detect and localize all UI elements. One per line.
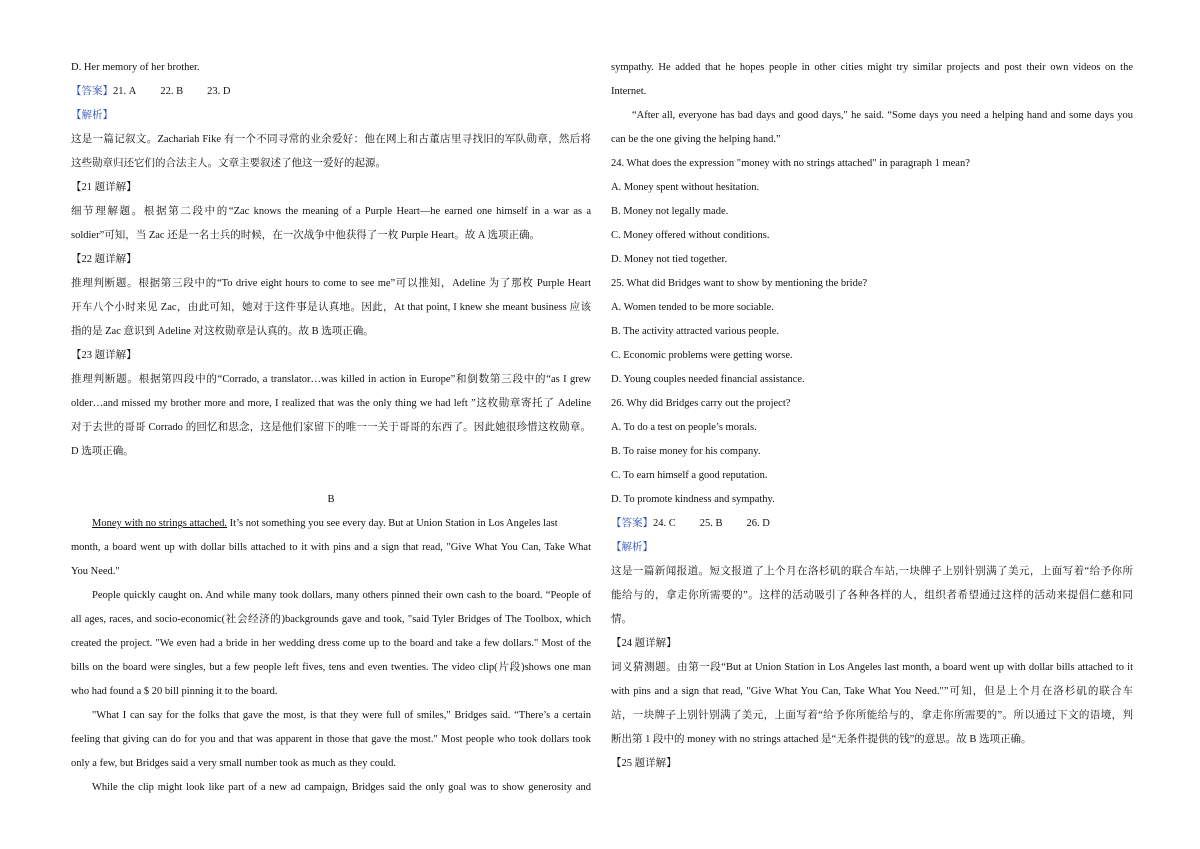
summary-line: 这是一篇新闻报道。短文报道了上个月在洛杉矶的联合车站,一块牌子上别针别满了美元，上面写着“给予你所 — [611, 566, 1133, 577]
answer-item: 21. A — [113, 86, 137, 97]
passage-line: sympathy. He added that he hopes people in other cities might try similar projects and post their own videos on the — [611, 62, 1133, 73]
option-text: D. Her memory of her brother. — [71, 62, 200, 73]
option-text: A. Money spent without hesitation. — [611, 182, 760, 193]
section-heading: 【23 题详解】 — [71, 350, 137, 361]
section-label: B — [327, 494, 335, 505]
option-text: C. Economic problems were getting worse. — [611, 350, 793, 361]
underlined-phrase: Money with no strings attached. — [92, 518, 228, 529]
answer-item: 23. D — [207, 86, 231, 97]
answer-item: 24. C — [653, 518, 676, 529]
option-text: C. Money offered without conditions. — [611, 230, 770, 241]
answer-tag: 【答案】 — [71, 86, 113, 97]
answer-item: 26. D — [746, 518, 770, 529]
passage-text: It’s not something you see every day. But at Union Station in Los Angeles last — [227, 518, 558, 529]
passage-line: created the project. "We even had a bride in her wedding dress come up to the board and take a few dollars." Most of the — [71, 638, 591, 649]
option-text: A. Women tended to be more sociable. — [611, 302, 774, 313]
answer-item: 25. B — [699, 518, 723, 529]
passage-line: only a few, but Bridges said a very small number took as much as they could. — [71, 758, 397, 769]
passage-line: feeling that giving can do for you and that was apparent in those that gave the most." Most people who took dollars took — [71, 734, 591, 745]
explanation-line: 词义猜测题。由第一段“But at Union Station in Los Angeles last month, a board went up with dollar bills attached to it — [611, 662, 1133, 673]
passage-line: all ages, races, and socio-economic(社会经济的)backgrounds gave and took, "said Tyler Bridges of The Toolbox, which — [71, 614, 591, 625]
right-column — [611, 56, 1133, 776]
summary-line: 情。 — [611, 614, 632, 625]
section-heading: 【25 题详解】 — [611, 758, 677, 769]
option-text: B. To raise money for his company. — [611, 446, 761, 457]
summary-line: 能给与的，拿走你所需要的”。这样的活动吸引了各种各样的人，组织者希望通过这样的活动来提倡仁慈和同 — [611, 590, 1133, 601]
explanation-line: 细节理解题。根据第二段中的“Zac knows the meaning of a Purple Heart—he earned one himself in a war as a — [71, 206, 591, 217]
section-heading: 【21 题详解】 — [71, 182, 137, 193]
passage-line: You Need." — [71, 566, 120, 577]
left-column — [71, 56, 591, 800]
answer-line — [71, 80, 591, 104]
explanation-line: 指的是 Zac 意识到 Adeline 对这枚勋章是认真的。故 B 选项正确。 — [71, 326, 374, 337]
explanation-line: 对于去世的哥哥 Corrado 的回忆和思念，这是他们家留下的唯一一关于哥哥的东西了。因此她很珍惜这枚勋章。 — [71, 422, 591, 433]
option-text: D. Money not tied together. — [611, 254, 728, 265]
summary-line: 这些勋章归还它们的合法主人。文章主要叙述了他这一爱好的起源。 — [71, 158, 386, 169]
explanation-line: 断出第 1 段中的 money with no strings attached 是“无条件提供的钱”的意思。故 B 选项正确。 — [611, 734, 1032, 745]
question: 26. Why did Bridges carry out the project? — [611, 398, 791, 409]
option-text: D. To promote kindness and sympathy. — [611, 494, 775, 505]
option-text: B. The activity attracted various people. — [611, 326, 780, 337]
option-text: B. Money not legally made. — [611, 206, 729, 217]
explanation-line: older…and missed my brother more and more, I realized that was the only thing we had left ”这枚勋章寄托了 Adeline — [71, 398, 591, 409]
explanation-line: 推理判断题。根据第三段中的“To drive eight hours to come to see me”可以推知，Adeline 为了那枚 Purple Heart — [71, 278, 591, 289]
explanation-line: with pins and a sign that read, "Give What You Can, Take What You Need."”可知，但是上个月在洛杉矶的联合车 — [611, 686, 1133, 697]
passage-line: “After all, everyone has bad days and good days," he said. “Some days you need a helping hand and some days you — [632, 110, 1133, 121]
explanation-line: soldier”可知，当 Zac 还是一名士兵的时候，在一次战争中他获得了一枚 Purple Heart。故 A 选项正确。 — [71, 230, 540, 241]
passage-line: While the clip might look like part of a new ad campaign, Bridges said the only goal was to show generosity and — [92, 782, 591, 793]
option-text: C. To earn himself a good reputation. — [611, 470, 768, 481]
passage-line: People quickly caught on. And while many took dollars, many others pinned their own cash to the board. “People of — [92, 590, 591, 601]
explanation-line: 推理判断题。根据第四段中的“Corrado, a translator…was killed in action in Europe”和倒数第三段中的“as I grew — [71, 374, 591, 385]
passage-line: "What I can say for the folks that gave the most, is that they were full of smiles," Bridges said. “There’s a certain — [92, 710, 591, 721]
answer-line — [611, 512, 1133, 536]
passage-line: month, a board went up with dollar bills attached to it with pins and a sign that read, "Give What You Can, Take What — [71, 542, 591, 553]
option-text: D. Young couples needed financial assistance. — [611, 374, 805, 385]
explanation-line: 开车八个小时来见 Zac，由此可知，她对于这件事是认真地。因此，At that point, I knew she meant business 应该 — [71, 302, 591, 313]
analysis-tag: 【解析】 — [611, 542, 653, 553]
question: 24. What does the expression "money with no strings attached" in paragraph 1 mean? — [611, 158, 970, 169]
option-text: A. To do a test on people’s morals. — [611, 422, 757, 433]
passage-line: bills on the board were singles, but a few people left fives, tens and even twenties. The video clip(片段)shows one man — [71, 662, 591, 673]
section-heading: 【24 题详解】 — [611, 638, 677, 649]
answer-item: 22. B — [160, 86, 184, 97]
passage-line — [71, 512, 591, 536]
section-heading: 【22 题详解】 — [71, 254, 137, 265]
passage-line: can be the one giving the helping hand.” — [611, 134, 781, 145]
summary-line: 这是一篇记叙文。Zachariah Fike 有一个不同寻常的业余爱好：他在网上和古董店里寻找旧的军队勋章，然后将 — [71, 134, 591, 145]
question: 25. What did Bridges want to show by mentioning the bride? — [611, 278, 868, 289]
analysis-tag: 【解析】 — [71, 110, 113, 121]
passage-line: who had found a $ 20 bill pinning it to the board. — [71, 686, 278, 697]
answer-tag: 【答案】 — [611, 518, 653, 529]
passage-line: Internet. — [611, 86, 647, 97]
explanation-line: D 选项正确。 — [71, 446, 134, 457]
explanation-line: 站，一块牌子上别针别满了美元，上面写着“给予你所能给与的，拿走你所需要的”。所以通过下文的语境，判 — [611, 710, 1133, 721]
